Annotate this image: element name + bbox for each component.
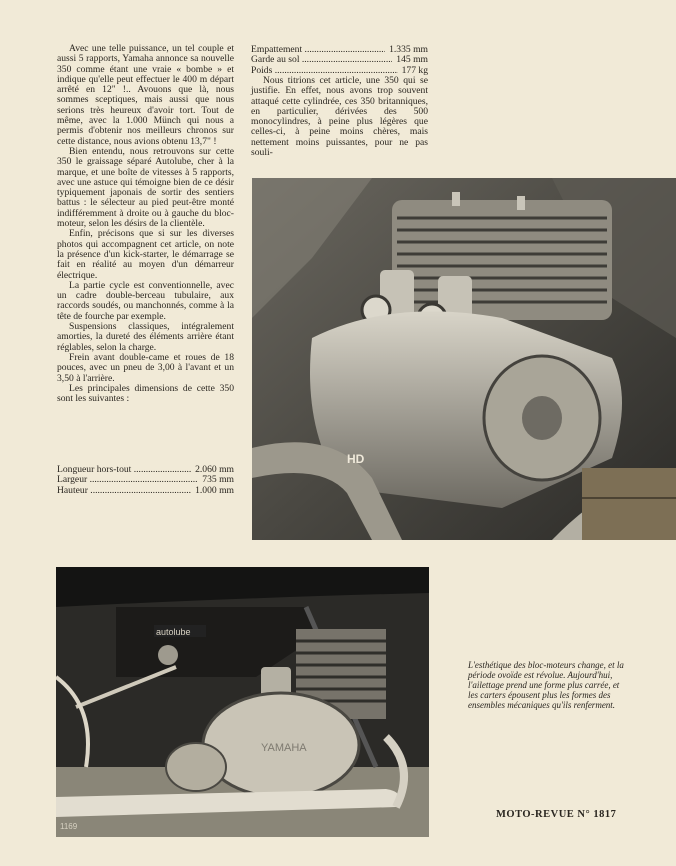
dimension-value: 1.335 mm (389, 44, 428, 55)
paragraph: Avec une telle puissance, un tel couple et aussi 5 rapports, Yamaha annonce sa nouvelle 350 comme étant une vraie « bombe » et indique qu'elle peut effectuer le 400 m départ arrêté en 12" !.. Avouons que là, nous sommes sceptiques, mais aussi que nous serions très heureux d'avoir tort. Tout de même, avec la 1.000 Münch qui nous a permis d'obtenir nos meilleurs chronos sur cette distance, nous avions obtenu 13,7" ! (57, 43, 234, 147)
photo-caption: L'esthétique des bloc-moteurs change, et la période ovoïde est révolue. Aujourd'hui, l'ailettage prend une forme plus carrée, et les carters épousent plus les formes des ensembles mécaniques qu'ils renferment. (468, 660, 624, 710)
paragraph: Frein avant double-came et roues de 18 pouces, avec un pneu de 3,00 à l'avant et un 3,50 à l'arrière. (57, 351, 234, 384)
paragraph: Bien entendu, nous retrouvons sur cette 350 le graissage séparé Autolube, cher à la marque, et une boîte de vitesses à 5 rapports, avec une astuce qui témoigne bien de ce désir typiquement japonais de sortir des sentiers battus : le sélecteur au pied peut-être monté indifféremment à droite ou à gauche du bloc-moteur, selon les désirs de la clientèle. (57, 145, 234, 230)
dimension-value: 1.000 mm (195, 484, 234, 496)
article-right-column (251, 76, 428, 158)
engine-photo-illustration (252, 178, 676, 540)
dimensions-table-left (57, 465, 234, 496)
autolube-label: autolube (156, 627, 191, 637)
dimension-row (57, 486, 234, 496)
dimension-value: 177 kg (401, 64, 428, 76)
dimension-label: Largeur ..... (57, 475, 198, 485)
engine-photo (252, 178, 676, 540)
dimension-label: Garde au sol ..... (251, 55, 392, 65)
dimension-label: Hauteur ..... (57, 486, 191, 496)
yamaha-cover-label: YAMAHA (261, 742, 307, 754)
dimension-value: 145 mm (396, 54, 428, 66)
paragraph: Nous titrions cet article, une 350 qui se justifie. En effet, nous avons trop souvent attaqué cette cylindrée, ces 350 britanniques, en particulier, dérivées des 500 monocylindres, à peine plus légères que celles-ci, à peine moins chères, mais nettement moins puissantes, pour ne pas souli- (251, 75, 428, 159)
engine-marking: HD (347, 452, 365, 466)
magazine-footer: MOTO-REVUE N° 1817 (496, 809, 617, 820)
dimension-label: Longueur hors-tout ..... (57, 465, 191, 475)
motorcycle-photo-illustration (56, 567, 429, 837)
article-left-column (57, 44, 234, 404)
dimensions-table-right (251, 45, 428, 76)
dimension-value: 735 mm (202, 474, 234, 486)
paragraph: Suspensions classiques, intégralement amorties, la dureté des éléments arrière étant réglables, selon la charge. (57, 321, 234, 353)
paragraph: Les principales dimensions de cette 350 sont les suivantes : (57, 382, 234, 405)
dimension-label: Empattement ..... (251, 45, 385, 55)
dimension-value: 2.060 mm (195, 464, 234, 475)
paragraph: La partie cycle est conventionnelle, avec un cadre double-berceau tubulaire, aux raccords soudés, ou manchonnés, comme à la tête de fourche par exemple. (57, 279, 234, 322)
page-mark: 1169 (60, 822, 78, 831)
dimension-label: Poids ..... (251, 66, 398, 76)
motorcycle-side-photo (56, 567, 429, 837)
paragraph: Enfin, précisons que si sur les diverses photos qui accompagnent cet article, on note la présence d'un kick-starter, le démarrage se fait en réalité au moyen d'un démarreur électrique. (57, 228, 234, 281)
